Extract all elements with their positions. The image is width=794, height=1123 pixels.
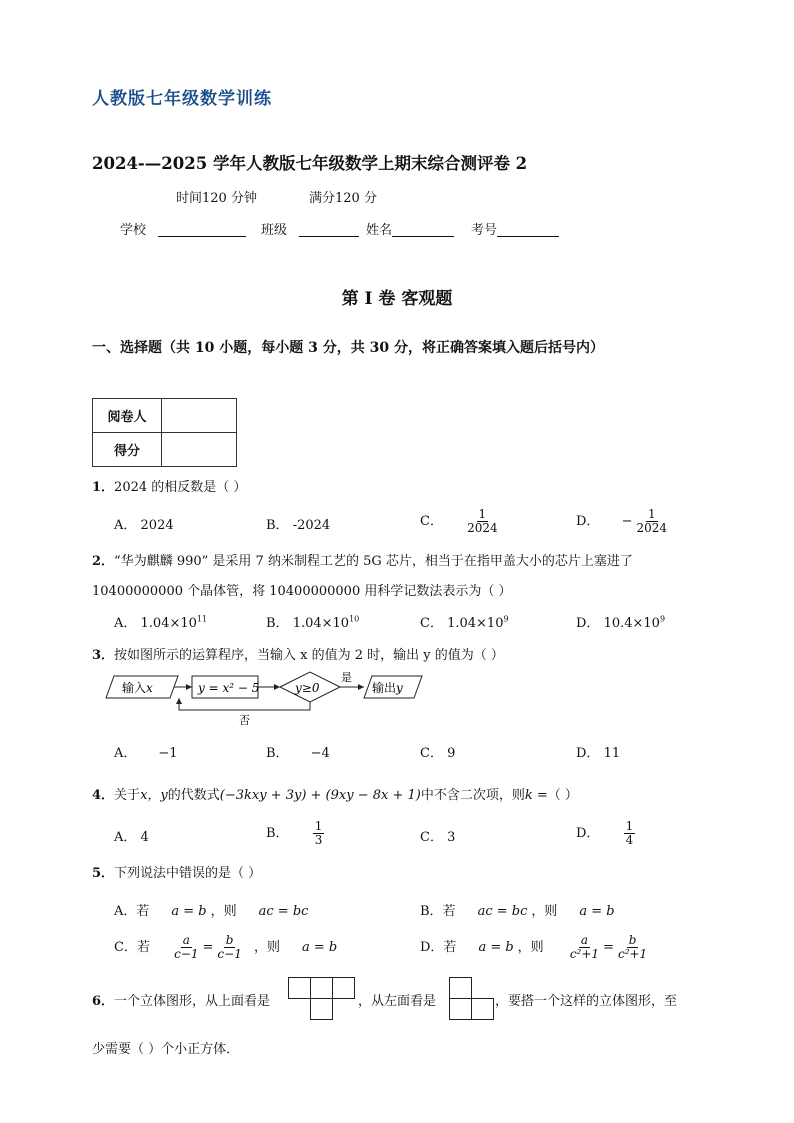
name-label: 姓名 xyxy=(366,223,393,238)
school-blank[interactable] xyxy=(158,222,246,237)
yes-label: 是 xyxy=(341,671,352,684)
question-text: 按如图所示的运算程序，当输入 x 的值为 2 时，输出 y 的值为（ ） xyxy=(114,648,504,663)
class-blank[interactable] xyxy=(299,222,359,237)
question-number: 5． xyxy=(92,866,115,881)
question-6-part-1: 6．一个立体图形，从上面看是 xyxy=(92,994,271,1009)
fraction: $\frac{1}{4}$ xyxy=(625,819,634,847)
question-1 xyxy=(92,476,246,495)
output-label: 输出y xyxy=(372,681,403,695)
question-text: “华为麒麟 990” 是采用 7 纳米制程工艺的 5G 芯片，相当于在指甲盖大小的芯片上塞进了 xyxy=(114,554,633,569)
q5-option-b[interactable]: B．若 ac = bc ，则 a = b xyxy=(420,904,615,919)
part-one-heading: 一、选择题（共 10 小题，每小题 3 分，共 30 分，将正确答案填入题后括号内） xyxy=(92,340,604,356)
q5-option-c[interactable]: C．若 $\frac{a}{c-1}$ = $\frac{b}{c-1}$ ，则 a = b xyxy=(114,933,338,961)
q4-option-a[interactable]: A． 4 xyxy=(114,830,149,845)
q2-option-c[interactable]: C． $1.04\times 10^9$ xyxy=(420,614,509,631)
q1-option-a[interactable]: A． 2024 xyxy=(114,518,174,533)
fraction: $\frac{1}{2024}$ xyxy=(636,507,668,535)
left-view-square xyxy=(471,998,494,1020)
q4-option-b[interactable]: B． $\frac{1}{3}$ xyxy=(266,819,323,847)
question-2-line-2: 10400000000 个晶体管，将 10400000000 用科学记数法表示为（ ） xyxy=(92,584,512,599)
number-label: 考号 xyxy=(471,223,498,238)
q5-option-d[interactable]: D．若 a = b ，则 $\frac{a}{\text{c²+1}}$ = $\frac{b}{\text{c²+1}}$ xyxy=(420,933,648,961)
reviewer-label: 阅卷人 xyxy=(93,399,162,433)
question-2 xyxy=(92,550,633,569)
question-number: 4． xyxy=(92,788,115,803)
question-number: 2． xyxy=(92,554,115,569)
fraction: $\frac{b}{c-1}$ xyxy=(217,933,242,961)
number-field xyxy=(471,219,559,238)
q4-option-c[interactable]: C． 3 xyxy=(420,830,456,845)
exam-time: 时间120 分钟 xyxy=(176,191,257,206)
q3-option-a[interactable]: A． −1 xyxy=(114,746,178,761)
brand-header: 人教版七年级数学训练 xyxy=(92,89,272,109)
input-label: 输入x xyxy=(122,681,153,695)
top-view-square xyxy=(332,977,355,999)
school-label: 学校 xyxy=(120,223,147,238)
question-6-line-2: 少需要（ ）个小正方体． xyxy=(92,1042,240,1057)
q2-option-d[interactable]: D． $10.4\times 10^9$ xyxy=(576,614,666,631)
arrow-head-3 xyxy=(358,684,364,690)
question-number: 3． xyxy=(92,648,115,663)
fraction: $\frac{a}{\text{c²+1}}$ xyxy=(569,933,600,961)
q3-option-c[interactable]: C． 9 xyxy=(420,746,456,761)
fraction: $\frac{a}{c-1}$ xyxy=(174,933,199,961)
fraction: $\frac{b}{\text{c²+1}}$ xyxy=(617,933,648,961)
score-label: 得分 xyxy=(93,433,162,467)
name-field xyxy=(366,219,454,238)
reviewer-cell[interactable] xyxy=(162,399,237,433)
question-6-part-3: ，要搭一个这样的立体图形，至 xyxy=(495,994,678,1009)
polynomial-expression: (−3kxy + 3y) + (9xy − 8x + 1) xyxy=(219,788,421,803)
school-field xyxy=(120,219,246,238)
formula-label: y = x² − 5 xyxy=(198,681,260,695)
q5-option-a[interactable]: A．若 a = b ，则 ac = bc xyxy=(114,904,309,919)
question-text: 2024 的相反数是（ ） xyxy=(114,480,247,495)
q1-option-b[interactable]: B． -2024 xyxy=(266,518,331,533)
q3-option-d[interactable]: D． 11 xyxy=(576,746,621,761)
class-field xyxy=(261,219,359,238)
loop-arrow-head xyxy=(176,698,182,704)
question-number: 6． xyxy=(92,994,115,1009)
class-label: 班级 xyxy=(261,223,288,238)
question-5 xyxy=(92,862,261,881)
number-blank[interactable] xyxy=(497,222,559,237)
left-view-square xyxy=(449,998,472,1020)
q2-option-b[interactable]: B． $1.04\times 10^{10}$ xyxy=(266,614,360,631)
question-4: 4．关于x，y的代数式(−3kxy + 3y) + (9xy − 8x + 1)中不含二次项，则k =（ ） xyxy=(92,788,578,803)
fraction: $\frac{1}{2024}$ xyxy=(467,507,498,535)
program-flowchart xyxy=(100,668,430,728)
exam-title: 2024-—2025 学年人教版七年级数学上期末综合测评卷 2 xyxy=(92,154,528,173)
top-view-square xyxy=(310,977,333,999)
q3-option-b[interactable]: B． −4 xyxy=(266,746,330,761)
q1-option-c[interactable]: C． $\frac{1}{2024}$ xyxy=(420,507,498,535)
arrow-head-1 xyxy=(186,684,192,690)
score-cell[interactable] xyxy=(162,433,237,467)
q4-option-d[interactable]: D． $\frac{1}{4}$ xyxy=(576,819,634,847)
exam-full-score: 满分120 分 xyxy=(309,191,377,206)
section-title: 第 I 卷 客观题 xyxy=(341,289,453,309)
loop-back-line xyxy=(179,698,310,710)
q2-option-a[interactable]: A． $1.04\times 10^{11}$ xyxy=(114,614,208,631)
question-6-part-2: ，从左面看是 xyxy=(358,994,437,1009)
question-3 xyxy=(92,644,504,663)
score-table xyxy=(92,398,237,467)
top-view-square xyxy=(288,977,311,999)
question-text: 下列说法中错误的是（ ） xyxy=(114,866,262,881)
name-blank[interactable] xyxy=(392,222,454,237)
fraction: $\frac{1}{3}$ xyxy=(314,819,323,847)
question-number: 1． xyxy=(92,480,115,495)
left-view-square xyxy=(449,977,472,999)
no-label: 否 xyxy=(239,714,250,727)
decision-label: y≥0 xyxy=(295,681,320,695)
q1-option-d[interactable]: D． − $\frac{1}{2024}$ xyxy=(576,507,668,535)
top-view-square xyxy=(310,998,333,1020)
